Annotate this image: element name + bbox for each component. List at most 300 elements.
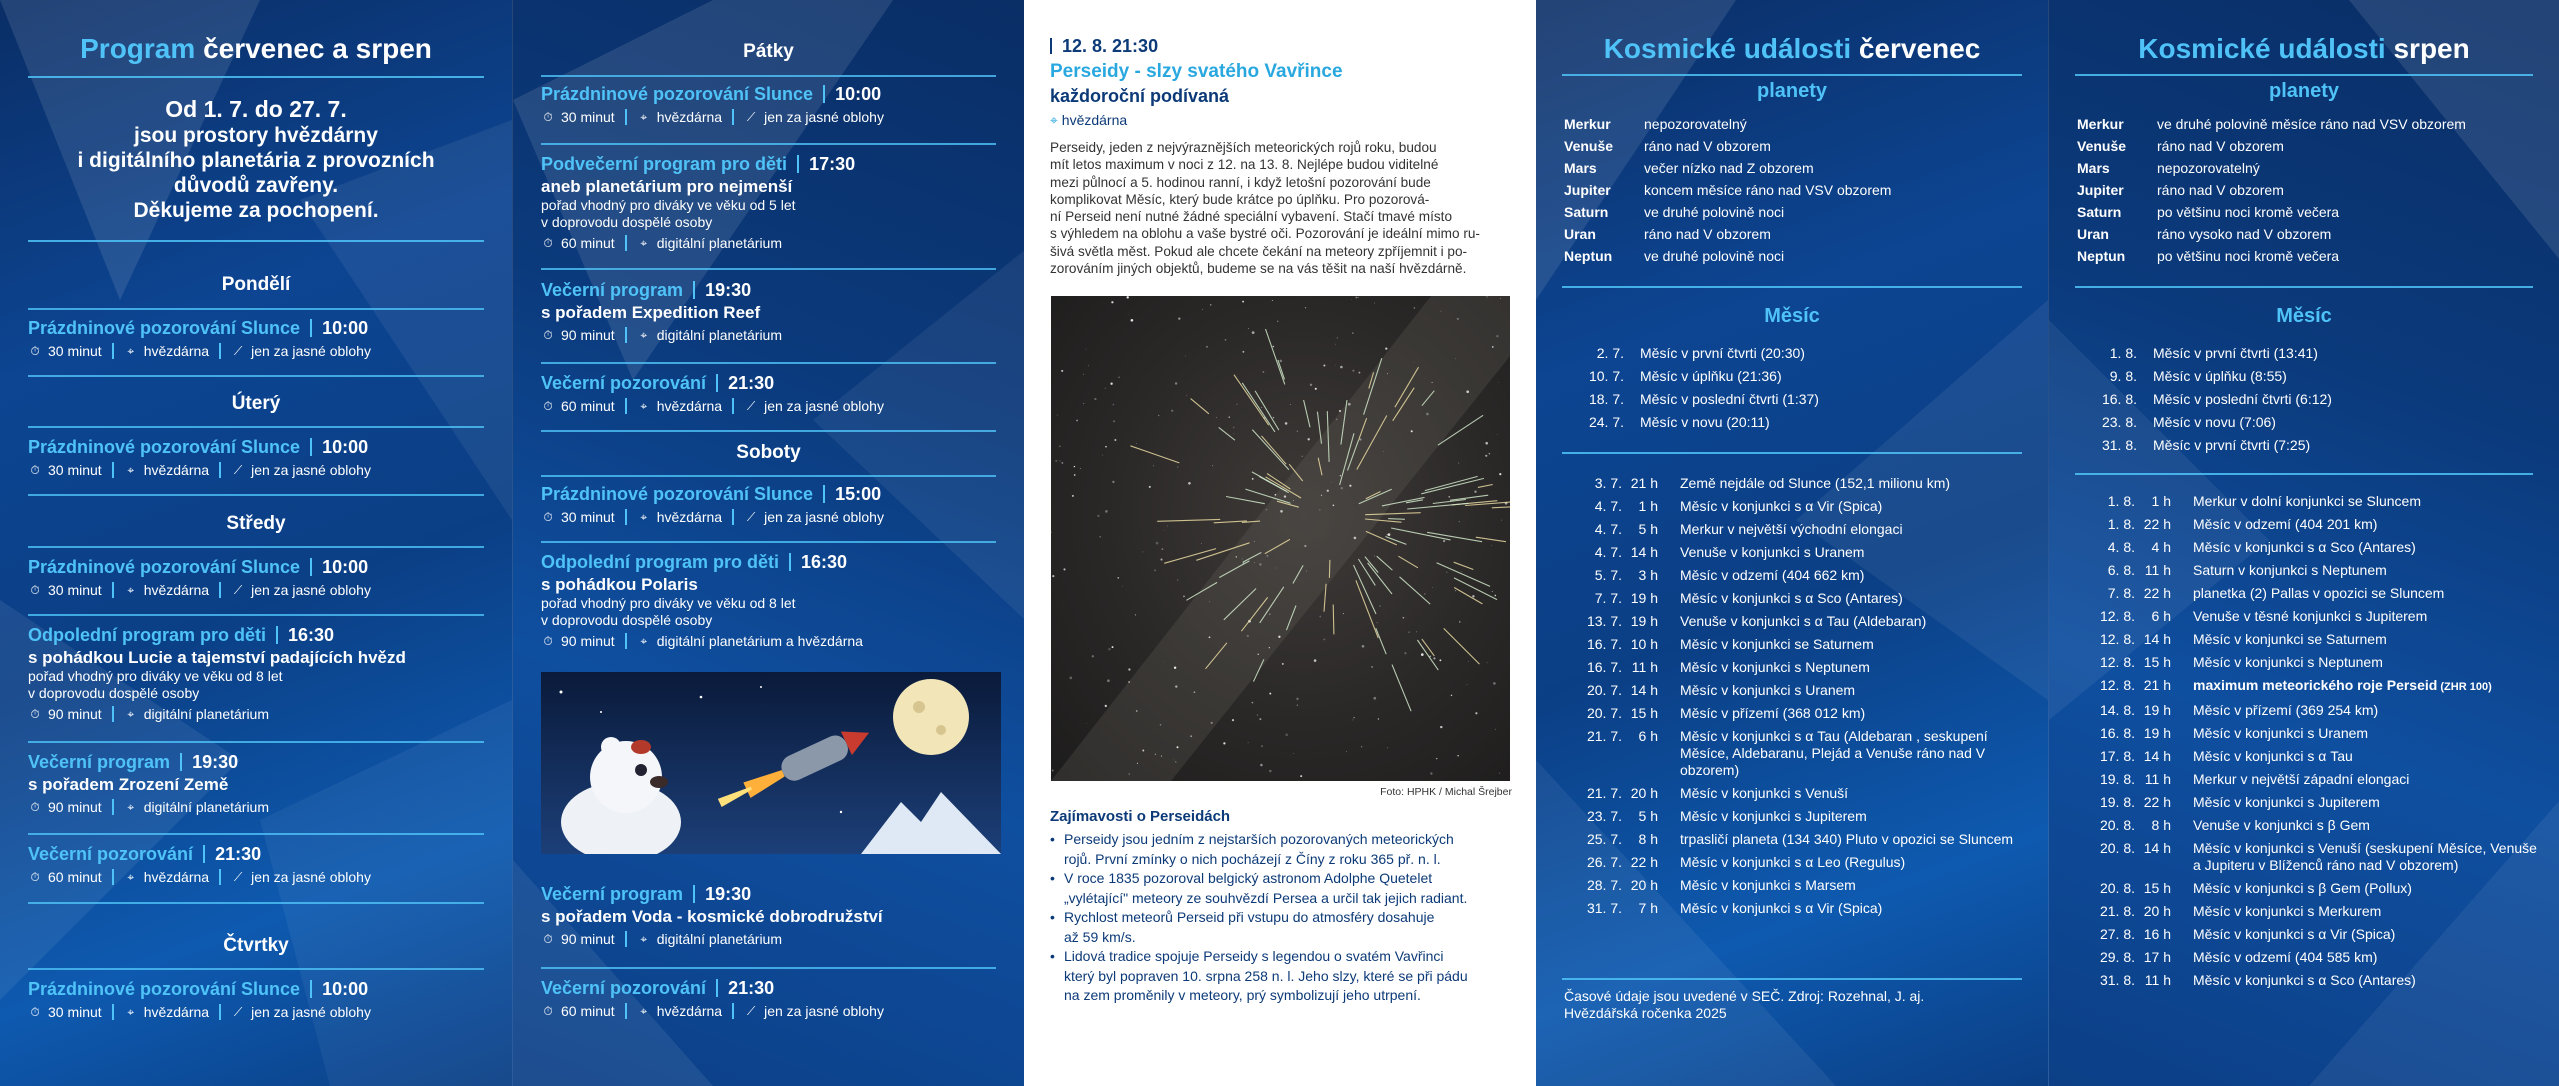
event-condition: jen za jasné oblohy <box>251 343 371 359</box>
event-time: 19:30 <box>705 280 752 300</box>
event-description: v doprovodu dospělé osoby <box>541 612 713 628</box>
event-description: Měsíc v konjunkci s Venuší <box>1680 785 1849 801</box>
duration-icon: ⏱ <box>30 800 40 814</box>
event-description: Venuše v konjunkci s α Tau (Aldebaran) <box>1680 613 1927 629</box>
event-description: Měsíc v konjunkci se Saturnem <box>2193 631 2387 647</box>
event-date: 21. 7. <box>1586 728 1622 744</box>
planet-visibility: po většinu noci kromě večera <box>2157 248 2340 264</box>
event-description: pořad vhodný pro diváky ve věku od 8 let <box>28 668 283 684</box>
event-date: 7. 7. <box>1594 590 1622 606</box>
notice-line: jsou prostory hvězdárny <box>134 124 378 147</box>
event-date: 12. 8. <box>2099 608 2135 624</box>
event-description: Měsíc v konjunkci s Uranem <box>2193 725 2369 741</box>
divider <box>541 475 996 477</box>
location-icon: ⌖ <box>640 110 648 124</box>
event-date: 1. 8. <box>2107 516 2135 532</box>
moon-row <box>2077 365 2332 388</box>
title-highlight: Kosmické události <box>2138 33 2386 64</box>
event-condition: jen za jasné oblohy <box>764 1003 884 1019</box>
event-row <box>1564 495 2024 518</box>
event-date: 12. 8. <box>2099 677 2135 693</box>
planets-heading: planety <box>2268 80 2340 102</box>
event-date: 4. 8. <box>2107 539 2135 555</box>
event-row <box>1564 518 2024 541</box>
telescope-icon: ⟋ <box>233 344 243 358</box>
event-description: Země nejdále od Slunce (152,1 milionu km) <box>1680 475 1951 491</box>
event-sat-evening <box>541 884 996 947</box>
planet-row <box>2077 223 2466 245</box>
event-description: Měsíc v konjunkci s Uranem <box>1680 682 1856 698</box>
duration-icon: ⏱ <box>543 236 553 250</box>
event-hour: 5 h <box>1638 521 1658 537</box>
event-wed-observation <box>28 844 484 885</box>
event-description: planetka (2) Pallas v opozici se Sluncem <box>2193 585 2445 601</box>
event-date: 29. 8. <box>2099 949 2135 965</box>
planet-visibility: ve druhé polovině noci <box>1644 204 1785 220</box>
telescope-icon: ⟋ <box>233 463 243 477</box>
location-icon: ⌖ <box>127 344 135 358</box>
event-description: Měsíc v konjunkci s Marsem <box>1680 877 1856 893</box>
event-condition: jen za jasné oblohy <box>764 398 884 414</box>
divider <box>28 308 484 310</box>
event-row <box>1564 633 2024 656</box>
event-hour: 17 h <box>2143 949 2171 965</box>
event-hour: 16 h <box>2143 926 2171 942</box>
event-date: 17. 8. <box>2099 748 2135 764</box>
event-subtitle: s pohádkou Polaris <box>541 575 698 594</box>
event-row <box>2077 768 2537 791</box>
duration-icon: ⏱ <box>30 463 40 477</box>
event-duration: 60 minut <box>561 235 615 251</box>
event-hour: 6 h <box>1638 728 1658 744</box>
planet-name: Mars <box>2077 160 2110 176</box>
event-date: 13. 7. <box>1586 613 1622 629</box>
event-date: 16. 8. <box>2099 725 2135 741</box>
event-thu-sun <box>28 979 484 1020</box>
title-rest: červenec <box>1858 33 1981 64</box>
planet-visibility: večer nízko nad Z obzorem <box>1644 160 1814 176</box>
event-hour: 19 h <box>2143 702 2171 718</box>
planet-visibility: ráno nad V obzorem <box>1644 226 1771 242</box>
event-hour: 19 h <box>2143 725 2171 741</box>
events-title <box>2049 33 2559 65</box>
event-time: 21:30 <box>728 373 775 393</box>
telescope-icon: ⟋ <box>746 510 756 524</box>
polaris-image <box>541 672 1001 854</box>
event-hour: 15 h <box>1630 705 1658 721</box>
event-row <box>1564 805 2024 828</box>
event-row <box>1564 725 2024 782</box>
event-date: 4. 7. <box>1594 544 1622 560</box>
event-duration: 30 minut <box>48 582 102 598</box>
event-row <box>2077 791 2537 814</box>
event-time: 21:30 <box>215 844 262 864</box>
telescope-icon: ⟋ <box>746 1004 756 1018</box>
event-time: 10:00 <box>835 84 882 104</box>
event-description: Venuše v těsné konjunkci s Jupiterem <box>2193 608 2428 624</box>
planet-visibility: po většinu noci kromě večera <box>2157 204 2340 220</box>
planet-visibility: koncem měsíce ráno nad VSV obzorem <box>1644 182 1892 198</box>
divider <box>541 541 996 543</box>
event-row <box>2077 513 2537 536</box>
event-fri-kids <box>541 154 996 251</box>
event-hour: 4 h <box>2151 539 2171 555</box>
event-row <box>2077 674 2537 699</box>
title-rest: srpen <box>2393 33 2470 64</box>
event-title: Večerní program <box>541 884 684 904</box>
event-description: Měsíc v konjunkci s α Vir (Spica) <box>1680 900 1883 916</box>
location-icon: ⌖ <box>640 236 648 250</box>
event-wed-sun <box>28 557 484 598</box>
telescope-icon: ⟋ <box>746 110 756 124</box>
event-row <box>2077 923 2537 946</box>
event-title: Večerní program <box>541 280 684 300</box>
event-description: Měsíc v odzemí (404 662 km) <box>1680 567 1865 583</box>
event-description: Měsíc v konjunkci s α Vir (Spica) <box>2193 926 2396 942</box>
moon-date: 9. 8. <box>2109 368 2137 384</box>
event-location: digitální planetárium <box>143 706 269 722</box>
event-hour: 20 h <box>1630 877 1658 893</box>
day-heading-thursday: Čtvrtky <box>223 935 289 956</box>
divider <box>541 362 996 364</box>
event-row <box>2077 699 2537 722</box>
planet-row <box>1564 201 1891 223</box>
article-title: Perseidy - slzy svatého Vavřince <box>1050 61 1343 82</box>
event-duration: 30 minut <box>48 462 102 478</box>
divider <box>1562 74 2022 76</box>
event-condition: jen za jasné oblohy <box>251 582 371 598</box>
event-location: hvězdárna <box>143 869 210 885</box>
fact-item: • Perseidy jsou jedním z nejstarších pozorovaných meteorických rojů. První zmínky o nich pocházejí z Číny z roku 365 př. n. l. <box>1050 831 1454 867</box>
event-row <box>2077 837 2537 877</box>
event-description: Měsíc v konjunkci s Venuší (seskupení Měsíce, Venuše a Jupiteru v Blíženců ráno nad V obzorem) <box>2193 840 2537 873</box>
divider <box>541 75 996 77</box>
planet-name: Neptun <box>1564 248 1613 264</box>
event-title: Prázdninové pozorování Slunce <box>28 557 301 577</box>
divider <box>1562 978 2022 980</box>
event-wed-evening <box>28 752 484 815</box>
event-title: Prázdninové pozorování Slunce <box>541 84 814 104</box>
event-hour: 19 h <box>1630 613 1658 629</box>
planet-row <box>2077 245 2466 267</box>
event-subtitle: s pohádkou Lucie a tajemství padajících hvězd <box>28 648 406 667</box>
event-row <box>1564 656 2024 679</box>
meteor-photo <box>1051 296 1510 781</box>
event-duration: 90 minut <box>561 327 615 343</box>
event-date: 12. 8. <box>2099 654 2135 670</box>
duration-icon: ⏱ <box>30 1005 40 1019</box>
event-date: 25. 7. <box>1586 831 1622 847</box>
location-icon: ⌖ <box>640 932 648 946</box>
event-date: 19. 8. <box>2099 771 2135 787</box>
moon-date: 31. 8. <box>2101 437 2137 453</box>
event-description: Měsíc v konjunkci s α Sco (Antares) <box>2193 972 2416 988</box>
moon-phase: Měsíc v novu (20:11) <box>1640 414 1770 430</box>
meteor-image <box>1051 296 1510 781</box>
event-time: 10:00 <box>322 557 369 577</box>
event-duration: 60 minut <box>48 869 102 885</box>
event-description: Venuše v konjunkci s β Gem <box>2193 817 2370 833</box>
telescope-icon: ⟋ <box>233 583 243 597</box>
planet-name: Merkur <box>2077 116 2124 132</box>
notice-line: důvodů zavřeny. <box>173 174 339 197</box>
moon-date: 10. 7. <box>1588 368 1624 384</box>
event-row <box>2077 536 2537 559</box>
event-hour: 21 h <box>1630 475 1658 491</box>
divider <box>28 833 484 835</box>
planet-row <box>1564 157 1891 179</box>
moon-phase: Měsíc v poslední čtvrti (6:12) <box>2153 391 2332 407</box>
event-location: hvězdárna <box>143 582 210 598</box>
event-duration: 30 minut <box>48 343 102 359</box>
event-date: 31. 7. <box>1586 900 1622 916</box>
event-duration: 90 minut <box>561 931 615 947</box>
event-description: Měsíc v konjunkci s Merkurem <box>2193 903 2382 919</box>
event-hour: 15 h <box>2143 654 2171 670</box>
event-date: 23. 7. <box>1586 808 1622 824</box>
event-subtitle: s pořadem Voda - kosmické dobrodružství <box>541 907 883 926</box>
planet-visibility: ráno vysoko nad V obzorem <box>2157 226 2332 242</box>
zhr-note: (ZHR 100) <box>2437 681 2492 693</box>
divider <box>541 268 996 270</box>
event-date: 20. 8. <box>2099 880 2135 896</box>
event-description: Měsíc v konjunkci se Saturnem <box>1680 636 1874 652</box>
panel-perseids-article <box>1024 0 1536 1086</box>
event-row <box>1564 897 2024 920</box>
event-wed-kids <box>28 625 484 722</box>
event-hour: 11 h <box>2144 562 2171 578</box>
event-fri-observation <box>541 373 996 414</box>
event-hour: 21 h <box>2143 677 2171 693</box>
planet-row <box>1564 223 1891 245</box>
event-hour: 11 h <box>2144 972 2171 988</box>
event-hour: 11 h <box>1631 659 1658 675</box>
moon-date: 2. 7. <box>1596 345 1624 361</box>
event-location: hvězdárna <box>143 343 210 359</box>
event-title: Podvečerní program pro děti <box>541 154 788 174</box>
event-time: 19:30 <box>705 884 752 904</box>
planet-visibility: nepozorovatelný <box>2157 160 2260 176</box>
divider <box>2075 74 2533 76</box>
event-description: v doprovodu dospělé osoby <box>541 214 713 230</box>
event-duration: 30 minut <box>561 109 615 125</box>
location-icon: ⌖ <box>127 463 135 477</box>
event-condition: jen za jasné oblohy <box>251 1004 371 1020</box>
event-hour: 22 h <box>1630 854 1658 870</box>
event-row <box>2077 605 2537 628</box>
event-time: 16:30 <box>801 552 848 572</box>
divider <box>2075 473 2533 475</box>
event-title: Prázdninové pozorování Slunce <box>28 437 301 457</box>
duration-icon: ⏱ <box>30 870 40 884</box>
closure-notice <box>20 95 492 223</box>
planets-table <box>2077 113 2466 267</box>
planet-visibility: ráno nad V obzorem <box>2157 138 2284 154</box>
event-time: 15:00 <box>835 484 882 504</box>
event-hour: 14 h <box>2143 748 2171 764</box>
event-location: digitální planetárium <box>656 931 782 947</box>
event-title: Večerní program <box>28 752 171 772</box>
event-title: Večerní pozorování <box>541 978 707 998</box>
event-date: 1. 8. <box>2107 493 2135 509</box>
panel-program-weekend <box>512 0 1024 1086</box>
event-row <box>2077 814 2537 837</box>
divider <box>541 430 996 432</box>
planet-name: Uran <box>2077 226 2109 242</box>
event-description: Měsíc v přízemí (368 012 km) <box>1680 705 1866 721</box>
event-sat-kids <box>541 552 996 649</box>
moon-phase: Měsíc v první čtvrti (20:30) <box>1640 345 1805 361</box>
event-description: maximum meteorického roje Perseid (ZHR 100) <box>2193 677 2492 693</box>
notice-line: i digitálního planetária z provozních <box>77 149 435 172</box>
event-date: 31. 8. <box>2099 972 2135 988</box>
page-title <box>0 33 512 65</box>
planet-name: Jupiter <box>2077 182 2124 198</box>
notice-line: Děkujeme za pochopení. <box>133 199 379 222</box>
event-date: 21. 8. <box>2099 903 2135 919</box>
title-rest: červenec a srpen <box>203 33 432 64</box>
event-duration: 90 minut <box>48 799 102 815</box>
event-time: 10:00 <box>322 318 369 338</box>
planet-row <box>2077 201 2466 223</box>
event-hour: 8 h <box>1638 831 1658 847</box>
duration-icon: ⏱ <box>543 110 553 124</box>
telescope-icon: ⟋ <box>233 870 243 884</box>
day-heading-saturday: Soboty <box>736 442 801 463</box>
moon-row <box>1564 365 1819 388</box>
event-description: Měsíc v konjunkci s α Tau <box>2193 748 2353 764</box>
event-date: 6. 8. <box>2107 562 2135 578</box>
panel-events-july <box>1536 0 2048 1086</box>
event-location: digitální planetárium <box>656 235 782 251</box>
event-hour: 3 h <box>1638 567 1658 583</box>
day-heading-friday: Pátky <box>743 41 794 62</box>
event-date: 20. 8. <box>2099 840 2135 856</box>
divider <box>28 76 484 78</box>
duration-icon: ⏱ <box>543 399 553 413</box>
event-hour: 22 h <box>2143 794 2171 810</box>
location-icon: ⌖ <box>127 870 135 884</box>
event-date: 19. 8. <box>2099 794 2135 810</box>
event-row <box>2077 946 2537 969</box>
event-description: Měsíc v odzemí (404 201 km) <box>2193 516 2378 532</box>
title-highlight: Program <box>80 33 196 64</box>
location-icon: ⌖ <box>640 1004 648 1018</box>
event-date: 12. 8. <box>2099 631 2135 647</box>
event-location: hvězdárna <box>656 1003 723 1019</box>
moon-phase: Měsíc v poslední čtvrti (1:37) <box>1640 391 1819 407</box>
event-title: Odpolední program pro děti <box>28 625 266 645</box>
duration-icon: ⏱ <box>543 634 553 648</box>
duration-icon: ⏱ <box>543 328 553 342</box>
planet-visibility: ráno nad V obzorem <box>2157 182 2284 198</box>
event-hour: 14 h <box>2143 631 2171 647</box>
event-row <box>1564 782 2024 805</box>
planet-name: Merkur <box>1564 116 1611 132</box>
planet-row <box>1564 245 1891 267</box>
moon-phase: Měsíc v úplňku (21:36) <box>1640 368 1782 384</box>
event-hour: 22 h <box>2143 516 2171 532</box>
divider <box>28 375 484 377</box>
divider <box>28 968 484 970</box>
event-description: Měsíc v přízemí (369 254 km) <box>2193 702 2379 718</box>
moon-row <box>2077 434 2332 457</box>
planet-row <box>2077 179 2466 201</box>
event-description: Měsíc v konjunkci s Neptunem <box>1680 659 1870 675</box>
location-icon: ⌖ <box>127 800 135 814</box>
planets-table <box>1564 113 1891 267</box>
planet-visibility: ve druhé polovině měsíce ráno nad VSV obzorem <box>2157 116 2466 132</box>
event-description: Měsíc v konjunkci s α Vir (Spica) <box>1680 498 1883 514</box>
moon-row <box>1564 388 1819 411</box>
event-hour: 10 h <box>1630 636 1658 652</box>
moon-phase: Měsíc v první čtvrti (13:41) <box>2153 345 2318 361</box>
location-icon: ⌖ <box>640 328 648 342</box>
divider <box>2075 286 2533 288</box>
event-date: 20. 7. <box>1586 705 1622 721</box>
moon-row <box>1564 411 1819 434</box>
duration-icon: ⏱ <box>543 1004 553 1018</box>
event-description: Měsíc v konjunkci s Jupiterem <box>2193 794 2380 810</box>
panel-program-weekdays <box>0 0 512 1086</box>
event-hour: 1 h <box>2151 493 2171 509</box>
event-title: Prázdninové pozorování Slunce <box>28 318 301 338</box>
fact-item: • Lidová tradice spojuje Perseidy s legendou o svatém Vavřinci který byl popraven 10. srpna 258 n. l. Jeho slzy, které se při pádu na zem proměnily v meteory, prý symbolizují jeho utrpení. <box>1050 948 1468 1003</box>
event-hour: 8 h <box>2151 817 2171 833</box>
event-hour: 20 h <box>2143 903 2171 919</box>
event-row <box>2077 877 2537 900</box>
planet-row <box>2077 113 2466 135</box>
location-icon: ⌖ <box>127 583 135 597</box>
event-hour: 6 h <box>2151 608 2171 624</box>
event-description: Měsíc v konjunkci s β Gem (Pollux) <box>2193 880 2412 896</box>
moon-row <box>2077 388 2332 411</box>
event-row <box>1564 587 2024 610</box>
event-title: Odpolední program pro děti <box>541 552 779 572</box>
planet-name: Jupiter <box>1564 182 1611 198</box>
planet-visibility: ve druhé polovině noci <box>1644 248 1785 264</box>
event-hour: 15 h <box>2143 880 2171 896</box>
event-date: 20. 8. <box>2099 817 2135 833</box>
event-description: Měsíc v odzemí (404 585 km) <box>2193 949 2378 965</box>
event-location: hvězdárna <box>143 1004 210 1020</box>
divider <box>28 902 484 904</box>
event-description: Měsíc v konjunkci s Neptunem <box>2193 654 2383 670</box>
event-hour: 1 h <box>1638 498 1658 514</box>
event-time: 17:30 <box>809 154 856 174</box>
divider <box>28 426 484 428</box>
event-row <box>1564 679 2024 702</box>
event-date: 3. 7. <box>1594 475 1622 491</box>
events-table <box>1564 472 2024 920</box>
event-description: Měsíc v konjunkci s α Sco (Antares) <box>2193 539 2416 555</box>
events-title <box>1536 33 2048 65</box>
divider <box>541 143 996 145</box>
title-highlight: Kosmické události <box>1603 33 1852 64</box>
panel-events-august <box>2048 0 2559 1086</box>
event-time: 10:00 <box>322 437 369 457</box>
event-hour: 19 h <box>1630 590 1658 606</box>
event-date: 28. 7. <box>1586 877 1622 893</box>
event-row <box>2077 651 2537 674</box>
moon-row <box>1564 342 1819 365</box>
event-duration: 90 minut <box>561 633 615 649</box>
event-hour: 14 h <box>1630 682 1658 698</box>
event-description: Měsíc v konjunkci s α Tau (Aldebaran , seskupení Měsíce, Aldebaranu, Plejád a Venuše ráno nad V obzorem) <box>1680 728 1988 778</box>
event-row <box>2077 559 2537 582</box>
event-hour: 22 h <box>2143 585 2171 601</box>
event-description: Měsíc v konjunkci s Jupiterem <box>1680 808 1867 824</box>
